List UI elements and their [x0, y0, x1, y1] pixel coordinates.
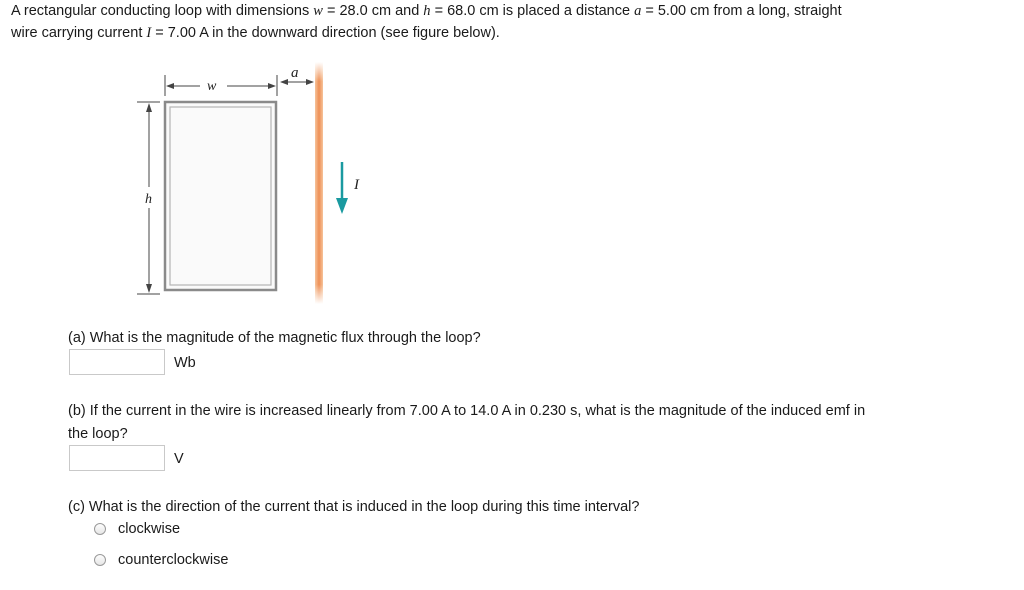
loop-wire-figure	[132, 62, 372, 307]
part-b-question-line2: the loop?	[68, 426, 128, 442]
a-value: = 5.00 cm from a long, straight	[641, 3, 842, 19]
current-variable: I	[146, 25, 152, 41]
h-variable: h	[423, 3, 431, 19]
clockwise-label: clockwise	[118, 521, 181, 537]
a-variable: a	[634, 3, 642, 19]
intro-text-2: wire carrying current	[11, 25, 147, 41]
distance-label: a	[291, 65, 299, 81]
conducting-loop	[165, 102, 276, 290]
part-a-answer-input[interactable]	[69, 349, 165, 375]
current-label: I	[354, 177, 359, 193]
height-label: h	[145, 192, 152, 207]
option-clockwise[interactable]	[94, 521, 180, 537]
counterclockwise-radio[interactable]	[94, 554, 106, 566]
width-dimension	[165, 75, 277, 96]
part-a-unit: Wb	[174, 355, 196, 371]
part-c-question: (c) What is the direction of the current that is induced in the loop during this time interval?	[68, 499, 640, 515]
current-arrow-icon	[336, 162, 348, 214]
straight-wire	[315, 62, 323, 304]
problem-statement-line1	[11, 3, 842, 20]
counterclockwise-label: counterclockwise	[118, 552, 229, 568]
problem-statement-line2	[11, 25, 500, 42]
part-b-unit: V	[174, 451, 184, 467]
clockwise-radio[interactable]	[94, 523, 106, 535]
current-value: = 7.00 A in the downward direction (see figure below).	[151, 25, 500, 41]
part-a-question: (a) What is the magnitude of the magnetic flux through the loop?	[68, 330, 481, 346]
option-counterclockwise[interactable]	[94, 552, 228, 568]
h-value: = 68.0 cm is placed a distance	[430, 3, 635, 19]
part-b-answer-input[interactable]	[69, 445, 165, 471]
w-value: = 28.0 cm and	[322, 3, 424, 19]
w-variable: w	[313, 3, 323, 19]
intro-text: A rectangular conducting loop with dimensions	[11, 3, 314, 19]
width-label: w	[207, 79, 217, 94]
part-b-question-line1: (b) If the current in the wire is increased linearly from 7.00 A to 14.0 A in 0.230 s, what is the magnitude of the induced emf in	[68, 403, 866, 419]
